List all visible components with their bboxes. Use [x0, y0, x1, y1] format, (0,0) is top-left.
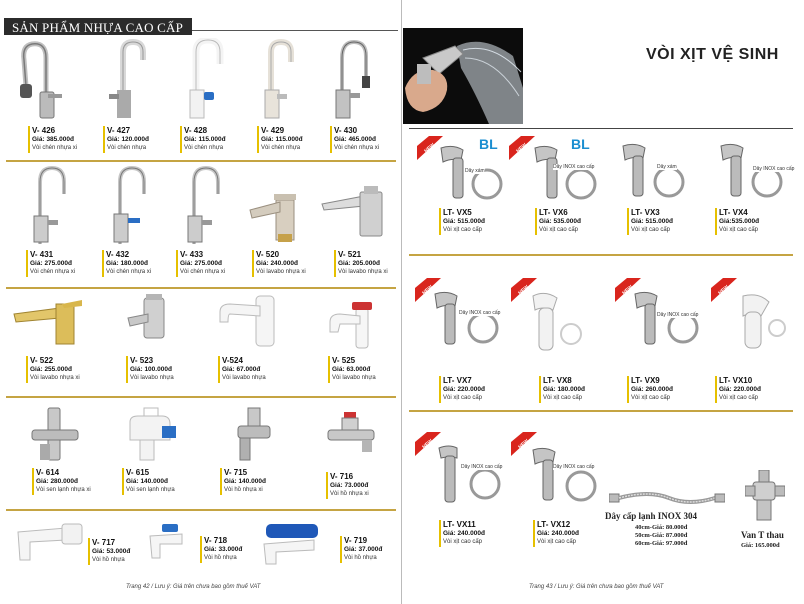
product-desc: Vòi xịt cao cấp [443, 539, 483, 545]
product-price: Giá: 115.000đ [261, 136, 303, 143]
bidet-spray-icon [429, 288, 509, 352]
product-price: Giá: 73.000đ [330, 482, 369, 489]
product-price: Giá: 100.000đ [130, 366, 172, 373]
product-desc: Vòi xịt cao cấp [537, 539, 577, 545]
hose-label: Dây INOX cao cấp [657, 312, 699, 318]
product-code: V- 719 [344, 536, 368, 545]
product-price: Giá: 33.000đ [204, 546, 243, 553]
kitchen-faucet-icon [249, 38, 309, 124]
garden-faucet-icon [148, 522, 190, 562]
pipe-title: Dây cấp lạnh INOX 304 [605, 511, 698, 521]
basin-faucet-icon [216, 292, 282, 352]
flex-hose-icon [609, 488, 725, 508]
product-price: Giá:535.000đ [719, 218, 760, 225]
product-desc: Vòi lavabo nhựa xi [256, 269, 306, 275]
bidet-spray-icon [729, 292, 793, 352]
hose-label: Dây INOX cao cấp [459, 310, 501, 316]
bidet-spray-icon [435, 444, 515, 508]
section-header-title: SẢN PHẨM NHỰA CAO CẤP [12, 20, 184, 35]
row-separator [409, 128, 793, 129]
product-code: LT- VX3 [631, 208, 660, 217]
new-badge-label: NEW [421, 438, 435, 451]
new-badge-label: NEW [717, 284, 731, 297]
product-code: V- 433 [180, 250, 204, 259]
product-code: V- 520 [256, 250, 280, 259]
product-code: V- 523 [130, 356, 154, 365]
product-price: Giá: 140.000đ [224, 478, 266, 485]
product-price: Giá: 275.000đ [180, 260, 222, 267]
bidet-spray-icon [715, 140, 795, 204]
bidet-spray-hand-icon [403, 28, 523, 124]
hose-label: Dây INOX cao cấp [753, 166, 795, 172]
product-desc: Vòi sen lạnh nhựa xi [36, 487, 91, 493]
product-code: V- 430 [334, 126, 358, 135]
bidet-spray-icon [527, 290, 587, 354]
product-code: V- 432 [106, 250, 130, 259]
product-desc: Vòi hồ nhựa [92, 557, 125, 563]
product-desc: Vòi xịt cao cấp [631, 395, 671, 401]
product-desc: Vòi chén nhựa xi [32, 145, 78, 151]
product-price: Giá: 260.000đ [631, 386, 673, 393]
product-price: Giá: 255.000đ [30, 366, 72, 373]
shower-valve-icon [26, 404, 86, 464]
product-code: V- 428 [184, 126, 208, 135]
product-price: Giá: 115.000đ [184, 136, 226, 143]
garden-faucet-icon [260, 522, 330, 566]
product-desc: Vòi lavabo nhựa xi [338, 269, 388, 275]
basin-faucet-icon [124, 292, 176, 344]
product-code: V- 615 [126, 468, 150, 477]
product-desc: Vòi hồ nhựa xi [330, 491, 369, 497]
row-separator [6, 287, 396, 289]
product-code: V- 426 [32, 126, 56, 135]
header-rule [192, 30, 398, 31]
product-price: Giá: 37.000đ [344, 546, 383, 553]
product-code: V- 525 [332, 356, 356, 365]
pipe-price-line: 60cm-Giá: 97.000đ [635, 540, 688, 547]
product-price: Giá: 180.000đ [106, 260, 148, 267]
product-code: LT- VX9 [631, 376, 660, 385]
product-price: Giá: 240.000đ [443, 530, 485, 537]
kitchen-faucet-icon [172, 164, 228, 248]
product-desc: Vòi lavabo nhựa [222, 375, 266, 381]
new-badge-label: NEW [621, 284, 635, 297]
product-code: LT- VX12 [537, 520, 571, 529]
row-separator [6, 396, 396, 398]
product-code: V- 522 [30, 356, 54, 365]
product-code: V- 715 [224, 468, 248, 477]
product-code: LT- VX11 [443, 520, 476, 529]
row-separator [409, 254, 793, 256]
hose-label: Dây INOX cao cấp [553, 464, 595, 470]
kitchen-faucet-icon [22, 164, 78, 248]
product-desc: Vòi hồ nhựa [344, 555, 377, 561]
new-badge-label: NEW [517, 284, 531, 297]
product-desc: Vòi xịt cao cấp [719, 227, 759, 233]
row-separator [6, 509, 396, 511]
product-price: Giá: 63.000đ [332, 366, 371, 373]
hose-label: Dây INOX cao cấp [461, 464, 503, 470]
product-desc: Vòi chén nhựa xi [334, 145, 380, 151]
bl-badge: BL [479, 136, 498, 152]
product-desc: Vòi chén nhựa [184, 145, 224, 151]
product-code: V- 716 [330, 472, 354, 481]
product-price: Giá: 220.000đ [719, 386, 761, 393]
bidet-spray-icon [629, 288, 709, 352]
product-price: Giá: 515.000đ [631, 218, 673, 225]
product-desc: Vòi chén nhựa xi [180, 269, 226, 275]
product-price: Giá: 53.000đ [92, 548, 131, 555]
basin-faucet-icon [246, 180, 316, 248]
product-desc: Vòi xịt cao cấp [443, 227, 483, 233]
kitchen-faucet-icon [100, 164, 156, 248]
product-code: V- 427 [107, 126, 131, 135]
product-price: Giá: 515.000đ [443, 218, 485, 225]
new-badge-label: NEW [423, 142, 437, 155]
product-price: Giá: 67.000đ [222, 366, 261, 373]
product-code: LT- VX5 [443, 208, 472, 217]
shower-valve-icon [122, 406, 178, 464]
product-desc: Vòi sen lạnh nhựa [126, 487, 175, 493]
kitchen-faucet-icon [18, 38, 78, 124]
product-price: Giá: 120.000đ [107, 136, 149, 143]
product-code: V- 717 [92, 538, 116, 547]
product-price: Giá: 140.000đ [126, 478, 168, 485]
product-desc: Vòi xịt cao cấp [443, 395, 483, 401]
product-price: Giá: 385.000đ [32, 136, 74, 143]
pipe-price-line: 50cm-Giá: 87.000đ [635, 532, 688, 539]
product-code: LT- VX6 [539, 208, 568, 217]
new-badge-label: NEW [515, 142, 529, 155]
brass-t-valve-icon [745, 470, 785, 526]
product-price: Giá: 280.000đ [36, 478, 78, 485]
product-desc: Vòi xịt cao cấp [539, 227, 579, 233]
garden-faucet-icon [234, 406, 274, 464]
product-desc: Vòi chén nhựa xi [106, 269, 152, 275]
basin-faucet-icon [320, 184, 392, 244]
product-desc: Vòi lavabo nhựa xi [30, 375, 80, 381]
product-price: Giá: 535.000đ [539, 218, 581, 225]
product-code: V- 429 [261, 126, 285, 135]
product-code: V-524 [222, 356, 243, 365]
garden-faucet-icon [322, 412, 378, 456]
bidet-spray-icon [617, 140, 697, 204]
hose-label: Dây xám [657, 164, 677, 170]
section-title: VÒI XỊT VỆ SINH [646, 46, 779, 63]
product-desc: Vòi xịt cao cấp [631, 227, 671, 233]
product-desc: Vòi hồ nhựa [204, 555, 237, 561]
product-price: Giá: 275.000đ [30, 260, 72, 267]
garden-faucet-icon [16, 520, 86, 568]
product-price: Giá: 240.000đ [537, 530, 579, 537]
product-code: LT- VX10 [719, 376, 753, 385]
page-footer: Trang 42 / Lưu ý: Giá trên chưa bao gồm thuế VAT [126, 584, 261, 590]
product-code: V- 718 [204, 536, 228, 545]
basin-faucet-icon [326, 300, 386, 352]
bidet-spray-icon [527, 444, 607, 508]
valve-price: Giá: 165.000đ [741, 542, 780, 549]
product-code: V- 614 [36, 468, 60, 477]
product-desc: Vòi hồ nhựa xi [224, 487, 263, 493]
product-desc: Vòi xịt cao cấp [719, 395, 759, 401]
product-desc: Vòi xịt cao cấp [543, 395, 583, 401]
valve-name: Van T thau [741, 530, 784, 540]
product-code: V- 521 [338, 250, 362, 259]
product-desc: Vòi lavabo nhựa [130, 375, 174, 381]
row-separator [409, 410, 793, 412]
product-desc: Vòi chén nhựa [261, 145, 301, 151]
product-code: LT- VX4 [719, 208, 748, 217]
pipe-price-line: 40cm-Giá: 80.000đ [635, 524, 688, 531]
product-code: LT- VX7 [443, 376, 472, 385]
bidet-spray-icon [431, 142, 511, 206]
hose-label: Dây xám [465, 168, 485, 174]
catalog-page-43 [403, 0, 804, 604]
kitchen-faucet-icon [326, 38, 386, 124]
product-price: Giá: 240.000đ [256, 260, 298, 267]
new-badge-label: NEW [421, 284, 435, 297]
product-code: LT- VX8 [543, 376, 572, 385]
bidet-spray-icon [525, 142, 605, 206]
kitchen-faucet-icon [172, 38, 232, 124]
new-badge-label: NEW [517, 438, 531, 451]
product-price: Giá: 205.000đ [338, 260, 380, 267]
product-price: Giá: 220.000đ [443, 386, 485, 393]
product-desc: Vòi chén nhựa [107, 145, 147, 151]
product-desc: Vòi lavabo nhựa [332, 375, 376, 381]
basin-faucet-icon [12, 300, 86, 348]
bl-badge: BL [571, 136, 590, 152]
bidet-spray-photo [403, 28, 523, 124]
product-price: Giá: 180.000đ [543, 386, 585, 393]
product-price: Giá: 465.000đ [334, 136, 376, 143]
hose-label: Dây INOX cao cấp [553, 164, 595, 170]
kitchen-faucet-icon [95, 38, 155, 124]
row-separator [6, 160, 396, 162]
product-code: V- 431 [30, 250, 54, 259]
product-desc: Vòi chén nhựa xi [30, 269, 76, 275]
page-footer: Trang 43 / Lưu ý: Giá trên chưa bao gồm thuế VAT [529, 584, 664, 590]
